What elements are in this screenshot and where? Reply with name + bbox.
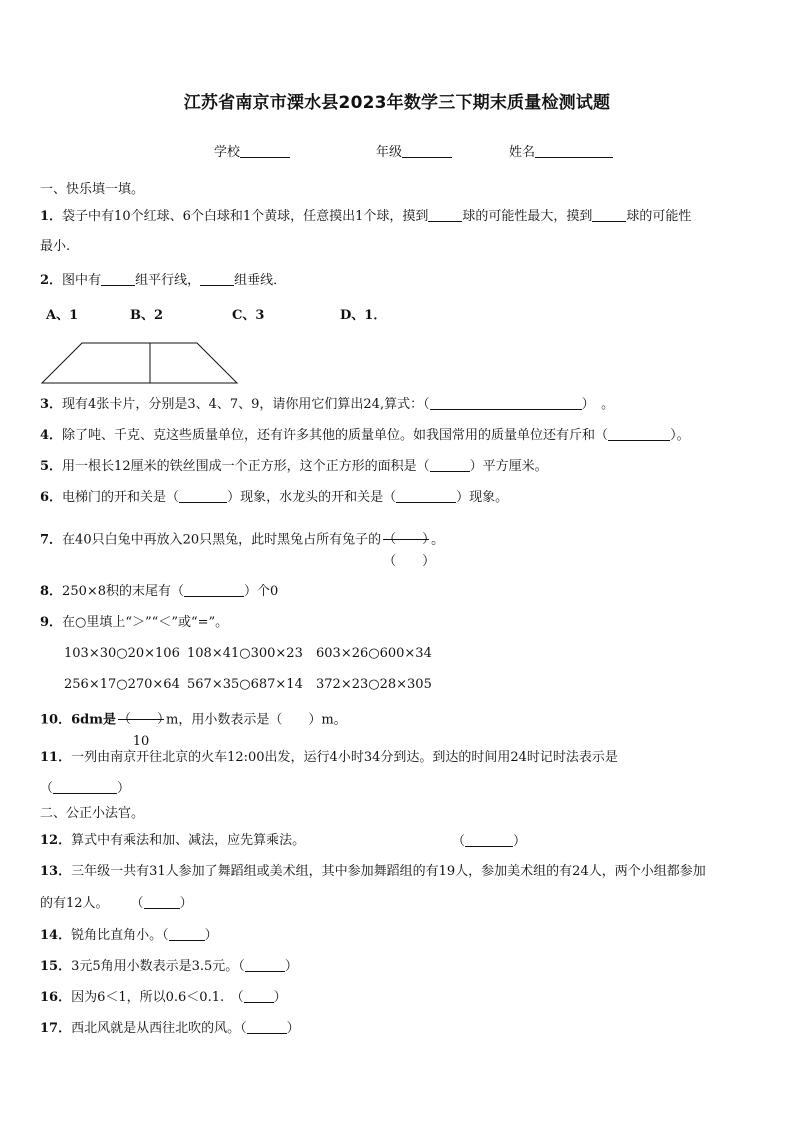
trapezoid-shape — [42, 343, 237, 383]
name-blank[interactable] — [535, 144, 613, 158]
answer-blank[interactable] — [608, 427, 670, 441]
compare-expression[interactable]: 103×30○20×106 — [64, 646, 180, 661]
question-13-cont: 的有12人。 （ ） — [40, 896, 193, 911]
answer-blank[interactable] — [53, 780, 117, 794]
question-1: 1．袋子中有10个红球、6个白球和1个黄球，任意摸出1个球，摸到 球的可能性最大，摸到 球的可能性 — [40, 209, 692, 224]
question-4: 4．除了吨、千克、克这些质量单位，还有许多其他的质量单位。如我国常用的质量单位还有斤和（ ）。 — [40, 428, 690, 443]
answer-blank[interactable] — [179, 489, 227, 503]
question-12: 12．算式中有乘法和加、减法，应先算乘法。 — [40, 833, 306, 848]
fraction-answer[interactable]: （ ） （ ） — [383, 532, 436, 569]
judge-blank[interactable] — [244, 989, 274, 1003]
judge-blank[interactable] — [247, 1020, 287, 1034]
school-field: 学校 — [214, 141, 290, 160]
school-blank[interactable] — [240, 144, 290, 158]
question-13: 13．三年级一共有31人参加了舞蹈组或美术组，其中参加舞蹈组的有19人，参加美术组的有24人，两个小组都参加 — [40, 864, 706, 879]
trapezoid-figure — [40, 340, 240, 386]
grade-field: 年级 — [376, 141, 452, 160]
page-title: 江苏省南京市溧水县2023年数学三下期末质量检测试题 — [183, 93, 611, 113]
option-b[interactable]: B、2 — [130, 308, 164, 323]
question-7: 7．在40只白兔中再放入20只黑兔，此时黑兔占所有兔子的 （ ） （ ） 。 — [40, 520, 444, 561]
judge-blank[interactable] — [245, 958, 285, 972]
question-2: 2．图中有 组平行线， 组垂线． — [40, 273, 287, 288]
question-11: 11．一列由南京开往北京的火车12:00出发，运行4小时34分到达。到达的时间用24时记时法表示是 — [40, 750, 618, 765]
answer-blank[interactable] — [184, 583, 244, 597]
question-11-cont: （ ） — [40, 781, 131, 796]
name-field: 姓名 — [509, 141, 613, 160]
compare-expression[interactable]: 256×17○270×64 — [64, 677, 180, 692]
answer-blank[interactable] — [101, 272, 135, 286]
option-d[interactable]: D、1． — [340, 308, 387, 323]
answer-blank[interactable] — [200, 272, 234, 286]
judge-paren[interactable]: （ ） — [452, 834, 527, 849]
grade-blank[interactable] — [402, 144, 452, 158]
question-5: 5．用一根长12厘米的铁丝围成一个正方形，这个正方形的面积是（ ）平方厘米。 — [40, 459, 548, 474]
answer-blank[interactable] — [396, 489, 456, 503]
question-1-cont: 最小. — [40, 239, 71, 254]
question-10: 10．6dm是 （ ） 10 m，用小数表示是（ ）m。 — [40, 700, 347, 741]
question-8: 8．250×8积的末尾有（ ）个0 — [40, 584, 279, 599]
compare-expression[interactable]: 108×41○300×23 — [187, 646, 303, 661]
compare-expression[interactable]: 567×35○687×14 — [187, 677, 303, 692]
question-14: 14．锐角比直角小。（ ） — [40, 928, 218, 943]
answer-blank[interactable] — [592, 208, 626, 222]
answer-blank[interactable] — [428, 208, 462, 222]
question-16: 16．因为6＜1，所以0.6＜0.1. （ ） — [40, 990, 287, 1005]
option-c[interactable]: C、3 — [232, 308, 265, 323]
question-17: 17．西北风就是从西往北吹的风。（ ） — [40, 1021, 300, 1036]
question-6: 6．电梯门的开和关是（ ）现象，水龙头的开和关是（ ）现象。 — [40, 490, 509, 505]
judge-blank[interactable] — [169, 927, 205, 941]
judge-paren[interactable]: （ ） — [130, 896, 193, 911]
section-heading-2: 二、公正小法官。 — [40, 806, 145, 821]
section-heading-1: 一、快乐填一填。 — [40, 182, 145, 197]
compare-expression[interactable]: 603×26○600×34 — [316, 646, 432, 661]
answer-blank[interactable] — [430, 458, 470, 472]
option-a[interactable]: A、1 — [46, 308, 79, 323]
question-9: 9．在○里填上“＞”“＜”或“=”。 — [40, 615, 229, 630]
answer-blank[interactable] — [430, 396, 582, 410]
fraction-answer[interactable]: （ ） 10 — [118, 712, 171, 749]
question-3: 3．现有4张卡片，分别是3、4、7、9，请你用它们算出24,算式：（ ） 。 — [40, 397, 615, 412]
question-15: 15．3元5角用小数表示是3.5元。（ ） — [40, 959, 298, 974]
compare-expression[interactable]: 372×23○28×305 — [316, 677, 432, 692]
